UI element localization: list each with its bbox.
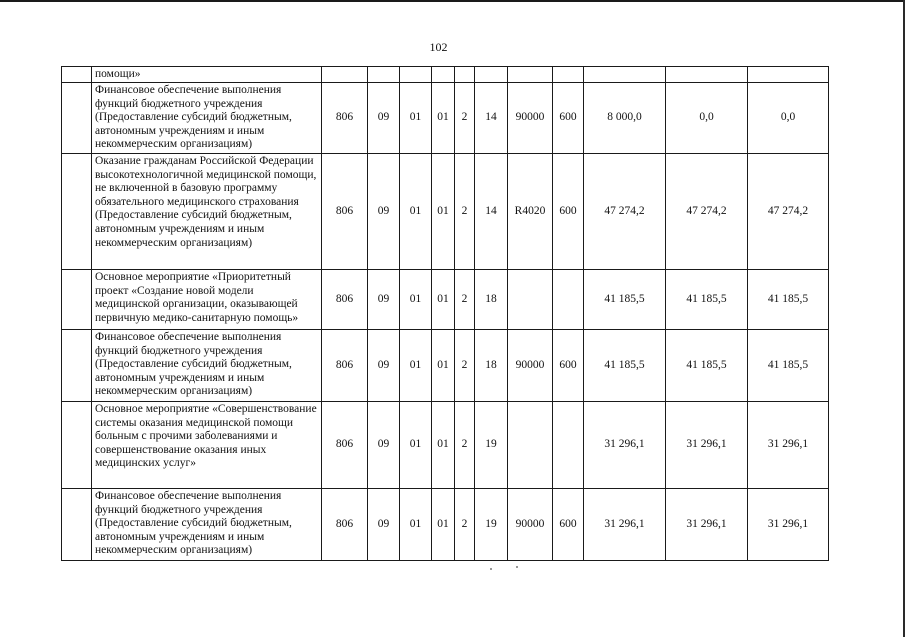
code-direction bbox=[508, 402, 553, 489]
blank-cell bbox=[62, 489, 92, 561]
amount-year-2: 0,0 bbox=[666, 83, 748, 154]
amount-year-2: 31 296,1 bbox=[666, 402, 748, 489]
amount-year-1: 47 274,2 bbox=[584, 154, 666, 270]
blank-cell bbox=[62, 67, 92, 83]
code-expense-type bbox=[553, 402, 584, 489]
code-expense-type: 600 bbox=[553, 83, 584, 154]
code-subprogram: 2 bbox=[455, 270, 475, 330]
amount-year-1: 8 000,0 bbox=[584, 83, 666, 154]
scan-speck bbox=[490, 568, 492, 570]
code-expense-type bbox=[553, 67, 584, 83]
row-name: Оказание гражданам Российской Федерации высокотехнологичной медицинской помощи, не включенной в базовую программу обязательного медицинского страхования (Предоставление субсидий бюджетным, автономным учреждениям и иным некоммерческим организациям) bbox=[92, 154, 322, 270]
code-ministry bbox=[322, 67, 368, 83]
code-direction: R4020 bbox=[508, 154, 553, 270]
amount-year-3: 47 274,2 bbox=[748, 154, 829, 270]
code-program: 01 bbox=[432, 83, 455, 154]
table-row bbox=[62, 154, 829, 270]
code-subsection: 01 bbox=[400, 270, 432, 330]
code-direction: 90000 bbox=[508, 83, 553, 154]
amount-year-1: 41 185,5 bbox=[584, 270, 666, 330]
code-section: 09 bbox=[368, 489, 400, 561]
code-direction: 90000 bbox=[508, 330, 553, 402]
code-subsection bbox=[400, 67, 432, 83]
scan-edge-top bbox=[0, 0, 905, 2]
code-measure: 14 bbox=[475, 83, 508, 154]
code-subprogram: 2 bbox=[455, 402, 475, 489]
code-subprogram bbox=[455, 67, 475, 83]
code-program: 01 bbox=[432, 330, 455, 402]
amount-year-3 bbox=[748, 67, 829, 83]
code-section: 09 bbox=[368, 402, 400, 489]
code-measure: 19 bbox=[475, 489, 508, 561]
row-name: Финансовое обеспечение выполнения функций бюджетного учреждения (Предоставление субсидий бюджетным, автономным учреждениям и иным некоммерческим организациям) bbox=[92, 489, 322, 561]
blank-cell bbox=[62, 154, 92, 270]
amount-year-1: 41 185,5 bbox=[584, 330, 666, 402]
code-expense-type bbox=[553, 270, 584, 330]
table-row bbox=[62, 330, 829, 402]
code-program bbox=[432, 67, 455, 83]
code-program: 01 bbox=[432, 270, 455, 330]
code-section: 09 bbox=[368, 154, 400, 270]
amount-year-2: 41 185,5 bbox=[666, 330, 748, 402]
amount-year-3: 0,0 bbox=[748, 83, 829, 154]
amount-year-3: 41 185,5 bbox=[748, 330, 829, 402]
code-ministry: 806 bbox=[322, 154, 368, 270]
amount-year-2: 47 274,2 bbox=[666, 154, 748, 270]
code-subprogram: 2 bbox=[455, 489, 475, 561]
code-program: 01 bbox=[432, 402, 455, 489]
code-ministry: 806 bbox=[322, 270, 368, 330]
code-subsection: 01 bbox=[400, 83, 432, 154]
table-row bbox=[62, 67, 829, 83]
code-measure: 14 bbox=[475, 154, 508, 270]
row-name: Основное мероприятие «Совершенствование системы оказания медицинской помощи больным с прочими заболеваниями и совершенствование оказания иных медицинских услуг» bbox=[92, 402, 322, 489]
scan-speck bbox=[516, 566, 518, 568]
amount-year-2 bbox=[666, 67, 748, 83]
code-measure: 18 bbox=[475, 330, 508, 402]
table-row bbox=[62, 489, 829, 561]
blank-cell bbox=[62, 83, 92, 154]
code-subsection: 01 bbox=[400, 489, 432, 561]
amount-year-2: 41 185,5 bbox=[666, 270, 748, 330]
amount-year-3: 41 185,5 bbox=[748, 270, 829, 330]
blank-cell bbox=[62, 270, 92, 330]
code-program: 01 bbox=[432, 489, 455, 561]
code-subsection: 01 bbox=[400, 330, 432, 402]
code-direction bbox=[508, 270, 553, 330]
table-row bbox=[62, 270, 829, 330]
code-subprogram: 2 bbox=[455, 330, 475, 402]
code-subprogram: 2 bbox=[455, 154, 475, 270]
row-name: Основное мероприятие «Приоритетный проект «Создание новой модели медицинской организации, оказывающей первичную медико-санитарную помощь» bbox=[92, 270, 322, 330]
code-subprogram: 2 bbox=[455, 83, 475, 154]
amount-year-1 bbox=[584, 67, 666, 83]
blank-cell bbox=[62, 330, 92, 402]
row-name: помощи» bbox=[92, 67, 322, 83]
code-direction bbox=[508, 67, 553, 83]
amount-year-3: 31 296,1 bbox=[748, 402, 829, 489]
code-ministry: 806 bbox=[322, 402, 368, 489]
amount-year-1: 31 296,1 bbox=[584, 402, 666, 489]
code-measure: 19 bbox=[475, 402, 508, 489]
code-direction: 90000 bbox=[508, 489, 553, 561]
code-expense-type: 600 bbox=[553, 330, 584, 402]
amount-year-3: 31 296,1 bbox=[748, 489, 829, 561]
row-name: Финансовое обеспечение выполнения функций бюджетного учреждения (Предоставление субсидий бюджетным, автономным учреждениям и иным некоммерческим организациям) bbox=[92, 83, 322, 154]
budget-table bbox=[61, 66, 829, 561]
row-name: Финансовое обеспечение выполнения функций бюджетного учреждения (Предоставление субсидий бюджетным, автономным учреждениям и иным некоммерческим организациям) bbox=[92, 330, 322, 402]
table-row bbox=[62, 83, 829, 154]
amount-year-1: 31 296,1 bbox=[584, 489, 666, 561]
amount-year-2: 31 296,1 bbox=[666, 489, 748, 561]
code-section: 09 bbox=[368, 83, 400, 154]
code-expense-type: 600 bbox=[553, 489, 584, 561]
code-ministry: 806 bbox=[322, 489, 368, 561]
code-section bbox=[368, 67, 400, 83]
code-program: 01 bbox=[432, 154, 455, 270]
code-section: 09 bbox=[368, 330, 400, 402]
code-expense-type: 600 bbox=[553, 154, 584, 270]
code-ministry: 806 bbox=[322, 83, 368, 154]
blank-cell bbox=[62, 402, 92, 489]
table-row bbox=[62, 402, 829, 489]
code-subsection: 01 bbox=[400, 402, 432, 489]
code-measure: 18 bbox=[475, 270, 508, 330]
code-subsection: 01 bbox=[400, 154, 432, 270]
page-number: 102 bbox=[429, 40, 448, 54]
code-measure bbox=[475, 67, 508, 83]
code-section: 09 bbox=[368, 270, 400, 330]
code-ministry: 806 bbox=[322, 330, 368, 402]
